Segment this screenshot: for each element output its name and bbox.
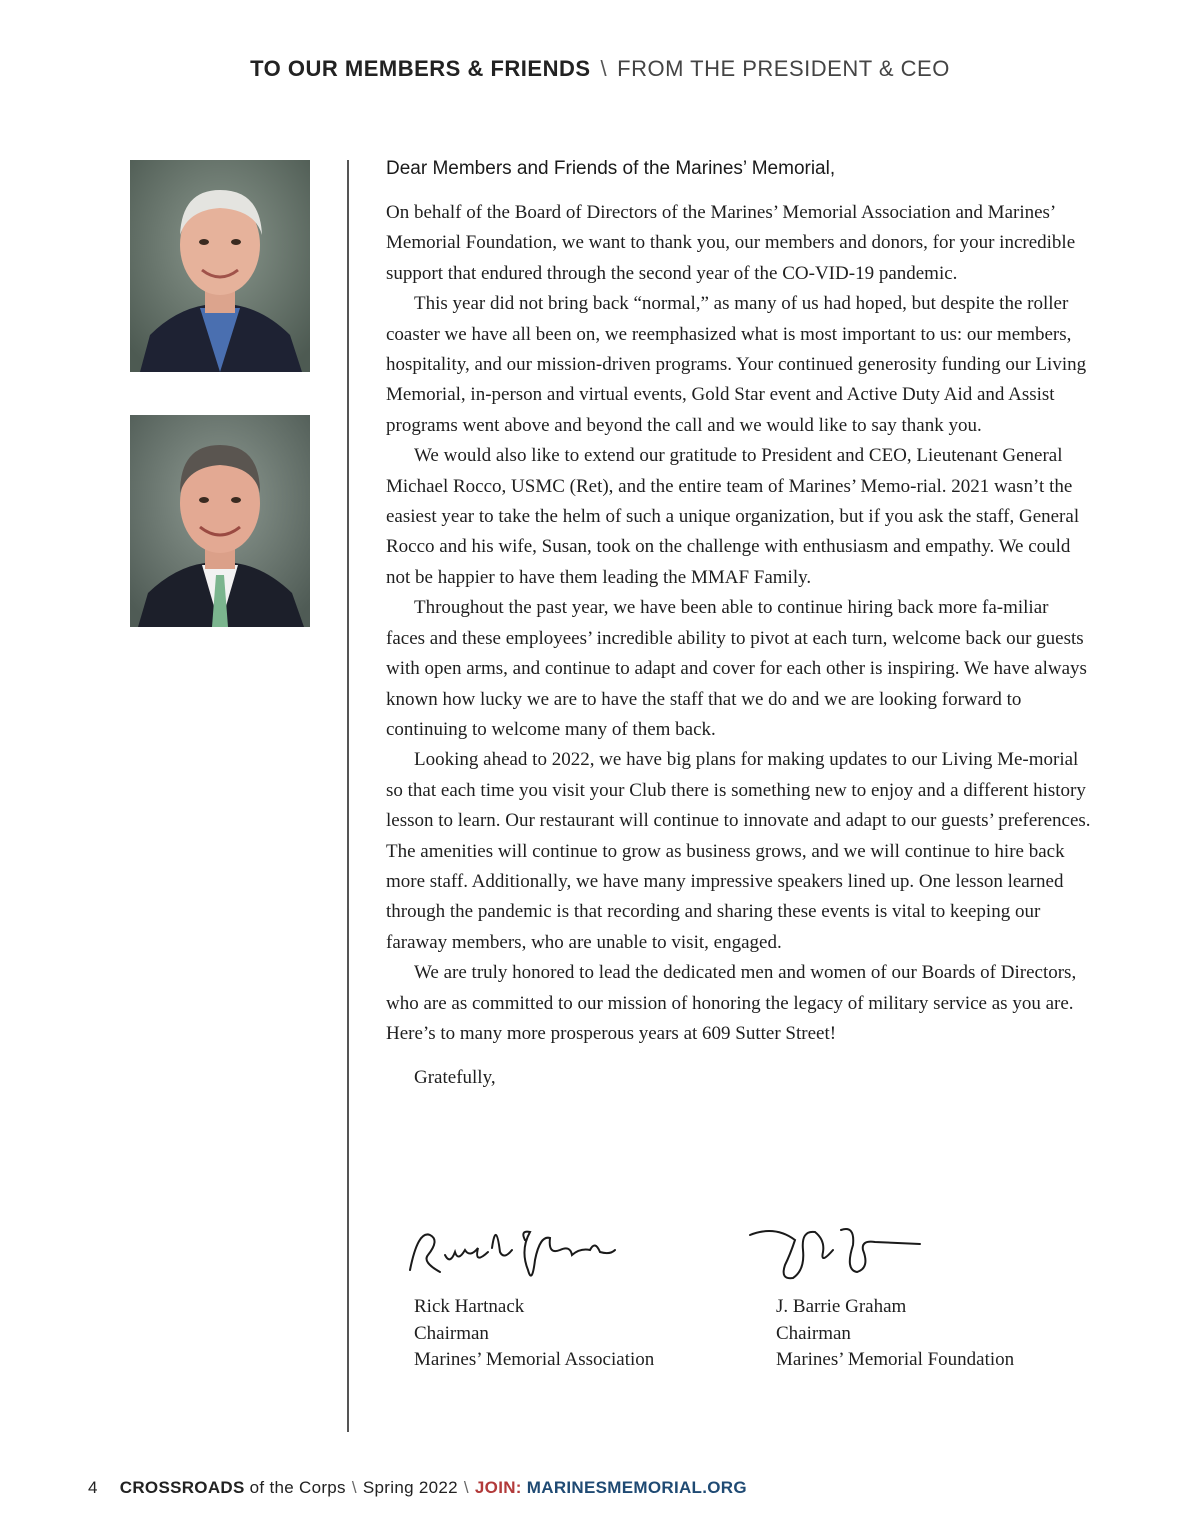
website-link[interactable]: MARINESMEMORIAL.ORG — [526, 1478, 747, 1497]
page-number: 4 — [88, 1478, 98, 1497]
signatory-title: Chairman — [414, 1322, 489, 1344]
paragraph: Looking ahead to 2022, we have big plans for making updates to our Living Me-morial so that each time you visit your Club there is something new to enjoy and a different history lesson to learn. Our restaurant will continue to innovate and adapt to our guests’ preferences. The amenities will continue to grow as business grows, and we will continue to hire back more staff. Additionally, we have many impressive speakers lined up. One lesson learned through the pandemic is that recording and sharing these events is vital to keeping our faraway members, who are unable to visit, engaged. — [386, 749, 1091, 953]
subsection-title: FROM THE PRESIDENT & CEO — [617, 56, 950, 81]
signatory-title: Chairman — [776, 1322, 851, 1344]
paragraph: We would also like to extend our gratitude to President and CEO, Lieutenant General Michael Rocco, USMC (Ret), and the entire team of Marines’ Memo-rial. 2021 wasn’t the easiest year to take the helm of such a unique organization, but if you ask the staff, General Rocco and his wife, Susan, took on the challenge with enthusiasm and empathy. We could not be happier to have them leading the MMAF Family. — [386, 445, 1080, 588]
signature-graham — [745, 1210, 975, 1288]
portrait-barrie-graham — [130, 415, 310, 627]
signature-hartnack — [400, 1210, 630, 1288]
header-separator: \ — [600, 56, 608, 81]
section-title: TO OUR MEMBERS & FRIENDS — [250, 56, 591, 81]
publication-name: CROSSROADS — [119, 1478, 245, 1497]
signatory-right — [745, 1210, 1014, 1374]
signatory-org: Marines’ Memorial Association — [414, 1349, 655, 1370]
closing: Gratefully, — [414, 1067, 496, 1089]
letter-body — [386, 156, 1092, 1091]
paragraph: We are truly honored to lead the dedicated men and women of our Boards of Directors, who are as committed to our mission of honoring the legacy of military service as you are. Here’s to many more prosperous years at 609 Sutter Street! — [386, 962, 1077, 1044]
page-footer — [88, 1478, 747, 1498]
footer-separator: \ — [463, 1478, 469, 1497]
paragraph: This year did not bring back “normal,” as many of us had hoped, but despite the roller coaster we have all been on, we reemphasized what is most important to us: our members, hospitality, and our mission-driven programs. Your continued generosity funding our Living Memorial, in-person and virtual events, Gold Star event and Active Duty Aid and Assist programs went above and beyond the call and we would like to say thank you. — [386, 293, 1087, 436]
salutation: Dear Members and Friends of the Marines’ Memorial, — [386, 158, 836, 179]
join-label: JOIN: — [474, 1478, 522, 1497]
publication-suffix: of the Corps — [249, 1478, 346, 1497]
portrait-rick-hartnack — [130, 160, 310, 372]
paragraph: On behalf of the Board of Directors of the Marines’ Memorial Association and Marines’ Memorial Foundation, we want to thank you, our members and donors, for your incredible support that endured through the second year of the CO-VID-19 pandemic. — [386, 202, 1076, 284]
signatory-name: Rick Hartnack — [414, 1296, 525, 1317]
signatory-left — [400, 1210, 654, 1374]
signatory-name: J. Barrie Graham — [776, 1296, 907, 1317]
footer-separator: \ — [351, 1478, 357, 1497]
page-header — [0, 56, 1200, 82]
issue-date: Spring 2022 — [362, 1478, 458, 1497]
vertical-divider — [347, 160, 349, 1432]
signatory-org: Marines’ Memorial Foundation — [776, 1349, 1015, 1370]
paragraph: Throughout the past year, we have been able to continue hiring back more fa-miliar faces and these employees’ incredible ability to pivot at each turn, welcome back our guests with open arms, and continue to adapt and cover for each other is inspiring. We have always known how lucky we are to have the staff that we do and we are looking forward to continuing to welcome many of them back. — [386, 597, 1087, 740]
